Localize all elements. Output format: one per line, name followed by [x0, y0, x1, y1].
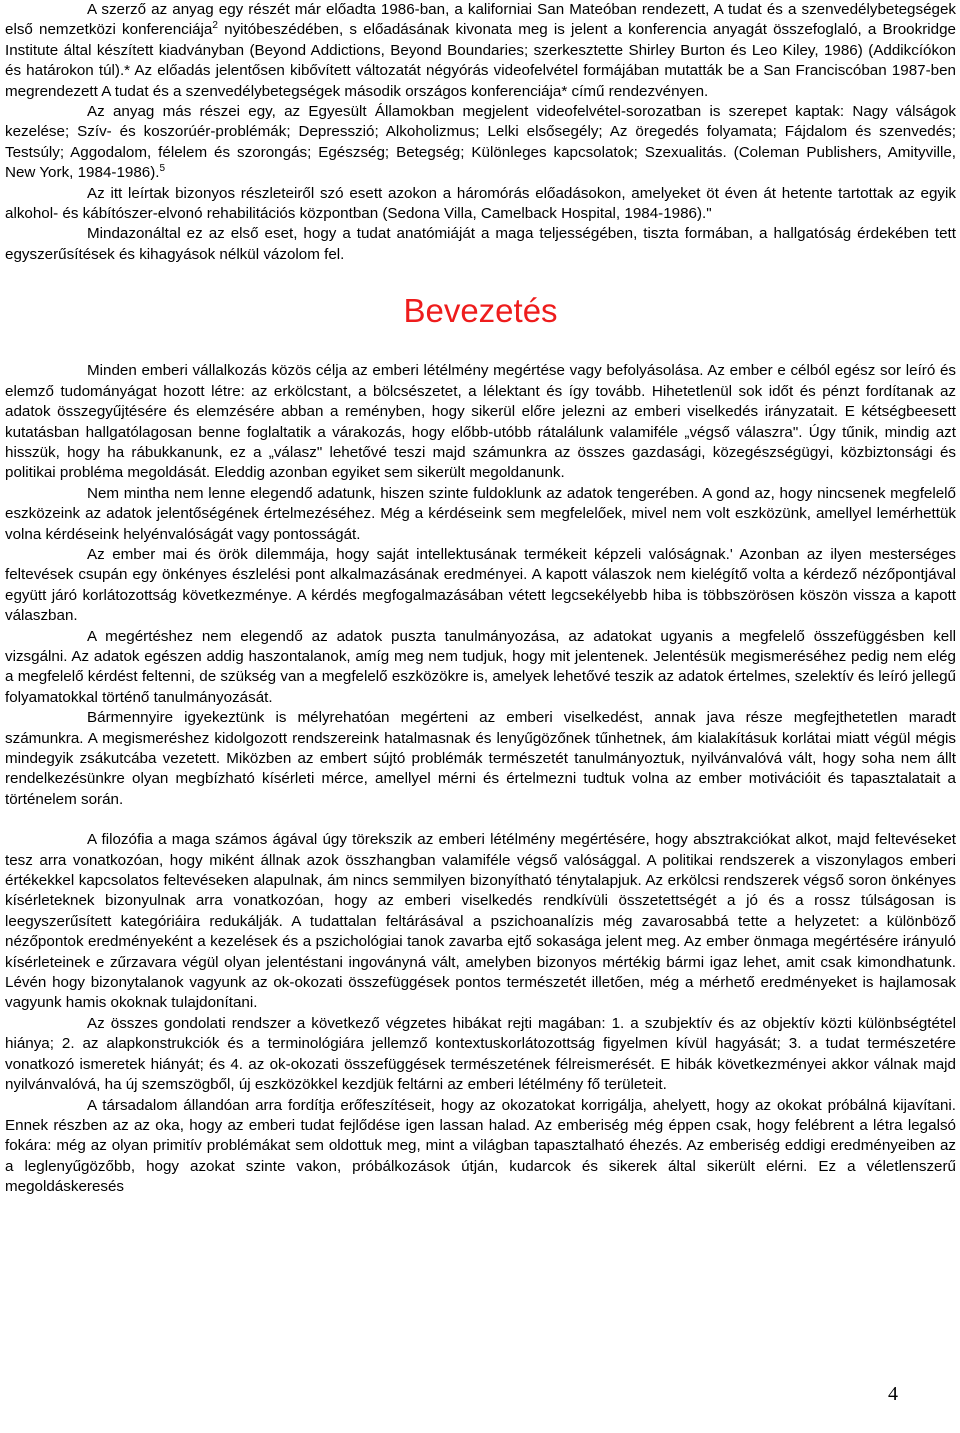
intro-paragraph-2 — [5, 102, 956, 184]
body-paragraph-1: Minden emberi vállalkozás közös célja az emberi létélmény megértése vagy befolyásolása. Az ember e célból egész sor leíró és elemző tudományágat hozott létre: az erkölcstant, a bölcsészetet, a lélektant és így tovább. Hihetetlenül sok időt és pénzt fordítanak az adatok összegyűjtésére és elemzésére abban a reményben, hogy sikerül előre jelezni az emberi viselkedés irányzatait. E kétségbeesett kutatásban hallgatólagosan benne foglaltatik a várakozás, hogy előbb-utóbb rátalálunk valamiféle „végső válaszra". Úgy tűnik, mindig azt hisszük, hogy ha rábukkanunk, ez a „válasz" lehetővé teszi majd számunkra az összes gazdasági, közegészségügyi, közbiztonsági és politikai probléma megoldását. Eleddig azonban egyiket sem sikerült megoldanunk. — [5, 362, 956, 482]
document-page — [5, 0, 956, 1198]
body-paragraph-7: Az összes gondolati rendszer a következő végzetes hibákat rejti magában: 1. a szubjektív és az objektív közti különbségtétel hiánya; 2. az alapkonstrukciók és a terminológiára jellemző kontextuskorlátozottság figyelmen kívül hagyását; 3. a tudat természetére vonatkozó ismeretek hiányát; és 4. az ok-okozati összefüggések természetének félreismerését. E hibák következményei akkor válnak majd nyilvánvalóvá, ha új szemszögből, új eszközökkel kezdjük feltárni az emberi létélmény fő területeit. — [5, 1014, 956, 1094]
intro-paragraph-4: Mindazonáltal ez az első eset, hogy a tudat anatómiáját a maga teljességében, tiszta formában, a hallgatóság érdekében tett egyszerűsítések és kihagyások nélkül vázolom fel. — [5, 225, 956, 263]
page-number: 4 — [888, 1383, 898, 1405]
intro-paragraph-1 — [5, 0, 956, 102]
body-paragraph-3: Az ember mai és örök dilemmája, hogy saját intellektusának termékeit képzeli valóságnak.' Azonban az ilyen mesterséges feltevések csupán egy önkényes észlelési pont alkalmazásának eredményei. A kapott válaszok nem kielégítő volta a kérdező nézőpontjával együtt járó korlátozottság következménye. A kérdés megfogalmazásában vétett legcsekélyebb hiba is többszörösen köszön vissza a kapott válaszban. — [5, 545, 956, 625]
footnote-marker-5: 5 — [159, 163, 166, 175]
intro-paragraph-1-text-b: nyitóbeszédében, s előadásának kivonata meg is jelent a konferencia anyagát összefoglaló, a Brookridge Institute által készített kiadványban (Beyond Addictions, Beyond Boundaries; szerkesztette Shirley Burton és Leo Kiley, 1986) (Addikcíókon és határokon túl).* Az előadás jelentősen kibővített változatát négyórás videofelvétel formájában mutatták be a San Franciscóban 1987-ben megrendezett A tudat és a szenvedélybetegségek második országos konferenciája* című rendezvényen. — [5, 21, 956, 100]
body-paragraph-8: A társadalom állandóan arra fordítja erőfeszítéseit, hogy az okozatokat korrigálja, ahelyett, hogy az okokat próbálná kijavítani. Ennek részben az az oka, hogy az emberi tudat fejlődése igen lassan halad. Az emberiség még éppen csak, hogy felébrent a létra legalsó fokára: még az olyan primitív problémákat sem oldottuk meg, mint a világban tapasztalható éhezés. Az emberiség eddigi eredményeiben az a leglenyűgözőbb, hogy azokat szinte vakon, próbálkozások útján, kudarcok és sikerek által sikerült elérni. Ez a véletlenszerű megoldáskeresés — [5, 1096, 956, 1196]
intro-paragraph-2-text: Az anyag más részei egy, az Egyesült Államokban megjelent videofelvétel-sorozatban is szerepet kaptak: Nagy válságok kezelése; Szív- és koszorúér-problémák; Depresszió; Alkoholizmus; Lelki elsősegély; Az öregedés folyamata; Fájdalom és szenvedés; Testsúly; Aggodalom, félelem és szorongás; Egészség; Betegség; Különleges kapcsolatok; Szexualitás. (Coleman Publishers, Amityville, New York, 1984-1986). — [5, 103, 956, 182]
section-heading: Bevezetés — [403, 292, 558, 330]
body-paragraph-4: A megértéshez nem elegendő az adatok puszta tanulmányozása, az adatokat ugyanis a megfelelő összefüggésben kell vizsgálni. Az adatok egészen addig haszontalanok, amíg meg nem tudjuk, hogy mit jelentenek. Jelentésük megismeréséhez pedig nem elég a megfelelő kérdést feltenni, de szükség van a megfelelő eszközökre is, amelyek lehetővé teszik az adatok értelmes, szelektív és leíró jellegű folyamatokkal történő tanulmányozását. — [5, 627, 956, 706]
intro-paragraph-1-text-a: A szerző az anyag egy részét már előadta 1986-ban, a kaliforniai San Mateóban rendezett, A tudat és a szenvedélybetegségek első nemzetközi konferenciája — [5, 1, 956, 39]
intro-paragraph-3: Az itt leírtak bizonyos részleteiről szó esett azokon a háromórás előadásokon, amelyeket öt éven át hetente tartottak az egyik alkohol- és kábítószer-elvonó rehabilitációs központban (Sedona Villa, Camelback Hospital, 1984-1986)." — [5, 184, 956, 223]
body-paragraph-6: A filozófia a maga számos ágával úgy törekszik az emberi létélmény megértésére, hogy absztrakciókat alkot, majd feltevéseket tesz arra vonatkozóan, hogy miként állnak azok összhangban valamiféle végső valósággal. A politikai rendszerek a viszonylagos emberi értékekkel kapcsolatos feltevéseken alapulnak, ám nincs semmilyen bizonyítható ténytalapjuk. Az erkölcsi rendszerek végső soron önkényes kísérleteknek bizonyulnak arra vonatkozóan, hogy az emberi viselkedés rendkívüli összetettségét a jó és a rossz túlságosan is leegyszerűsített kategóriáira redukálják. A tudattalan feltárásával a pszichoanalízis még zavarosabbá tette a helyzetet: a különböző nézőpontok eredményeként a kezelések és a pszichológiai tanok zavarba ejtő sokasága jelent meg. Az ember önmaga megértésére irányuló kísérleteinek e zűrzavara végül olyan jelentéstani ingoványná vált, amelyben bizonyos mértékig bármi igaz lehet, amit csak kimondhatunk. Lévén hogy bizonytalanok vagyunk az ok-okozati összefüggések pontos természetét illetően, még a mérhető eredményeket is hajlamosak vagyunk hamis okoknak tulajdonítani. — [5, 831, 956, 1012]
body-paragraph-2: Nem mintha nem lenne elegendő adatunk, hiszen szinte fuldoklunk az adatok tengerében. A gond az, hogy nincsenek megfelelő eszközeink az adatok jelentőségének értelmezéséhez. Még a kérdéseink sem megfelelőek, mivel nem volt eszközünk, amellyel lemérhettük volna kérdéseink helyénvalóságát vagy pontosságát. — [5, 484, 956, 543]
body-paragraph-5: Bármennyire igyekeztünk is mélyrehatóan megérteni az emberi viselkedést, annak java része megfejthetetlen maradt számunkra. A megismeréshez kidolgozott rendszereink hatalmasnak és lenyűgözőnek tűnhetnek, ám kialakításuk korlátai miatt végül mégis mindegyik zsákutcába vezetett. Miközben az embert sújtó problémák természetét tanulmányoztuk, nyilvánvalóvá vált, hogy soha nem állt rendelkezésünkre olyan megbízható kísérleti mérce, amellyel mérni és értelmezni tudtuk volna az ember motivációit és tapasztalatait a történelem során. — [5, 709, 956, 808]
footnote-marker-2: 2 — [212, 20, 218, 32]
